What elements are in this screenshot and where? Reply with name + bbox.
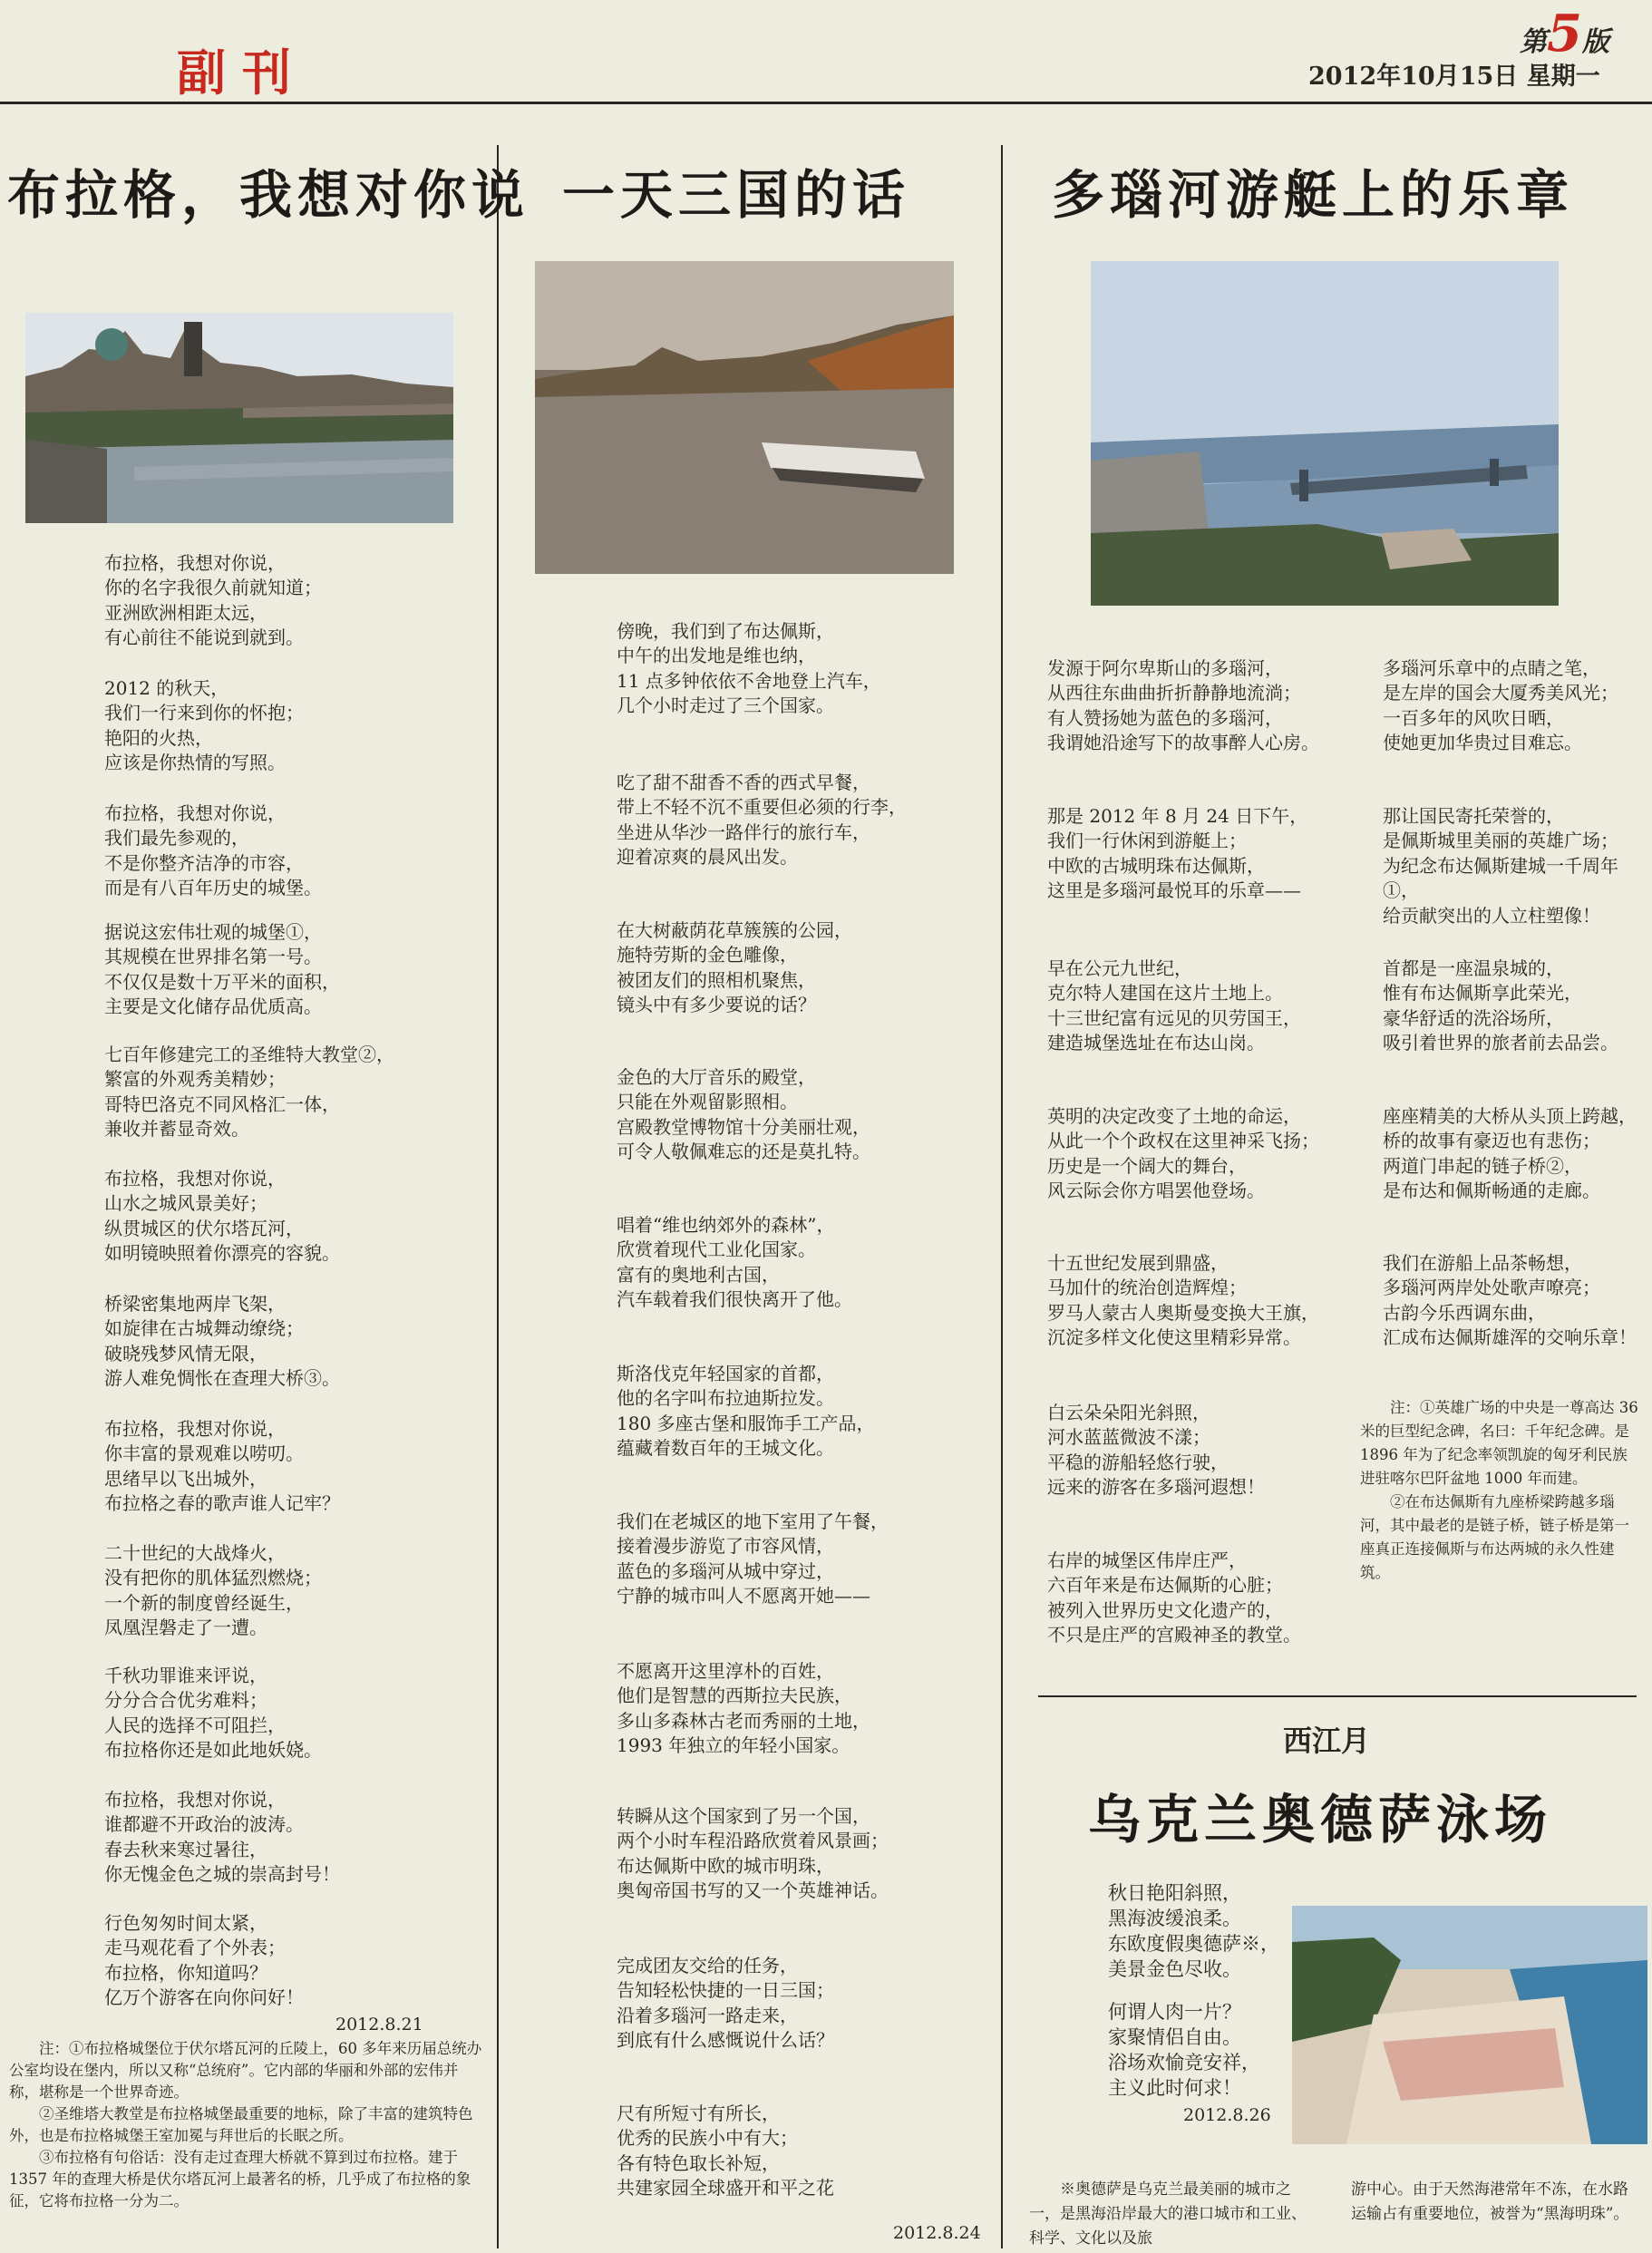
- notes-danube: [1360, 1396, 1641, 1585]
- note-odessa-right: 游中心。由于天然海港常年不冻，在水路运输占有重要地位，被誉为“黑海明珠”。: [1351, 2180, 1629, 2223]
- note-danube-2: ②在布达佩斯有九座桥梁跨越多瑙河，其中最老的是链子桥，链子桥是第一座真正连接佩斯与布达两城的永久性建筑。: [1360, 1493, 1629, 1581]
- poem-three-stanza-1: 傍晚，我们到了布达佩斯， 中午的出发地是维也纳， 11 点多钟依依不舍地登上汽车， 几个小时走过了三个国家。: [617, 620, 881, 717]
- page-prefix: 第: [1520, 26, 1547, 58]
- photo-prague: [25, 313, 453, 523]
- poem-danube-right-1: 多瑙河乐章中的点睛之笔， 是左岸的国会大厦秀美风光； 一百多年的风吹日晒， 使她更加华贵过目难忘。: [1383, 657, 1618, 754]
- article-title-danube: 多瑙河游艇上的乐章: [1052, 164, 1575, 226]
- poem-three-stanza-3: 在大树蔽荫花草簇簇的公园， 施特劳斯的金色雕像， 被团友们的照相机聚焦， 镜头中有多少要说的话？: [617, 919, 852, 1016]
- poem-three-stanza-6: 斯洛伐克年轻国家的首都， 他的名字叫布拉迪斯拉发。 180 多座古堡和服饰手工产品， 蕴藏着数百年的王城文化。: [617, 1363, 875, 1460]
- signature-prague: 2012.8.21: [335, 2015, 423, 2034]
- poem-danube-right-5: 我们在游船上品茶畅想， 多瑙河两岸处处歌声嘹亮； 古韵今乐西调东曲， 汇成布达佩斯雄浑的交响乐章！: [1383, 1252, 1637, 1349]
- page-number: [1520, 4, 1609, 63]
- poem-danube-right-2: 那让国民寄托荣誉的， 是佩斯城里美丽的英雄广场； 为纪念布达佩斯建城一千周年①， 给贡献突出的人立柱塑像！: [1383, 805, 1618, 927]
- photo-odessa-beach: [1292, 1906, 1647, 2144]
- note-odessa-left: ※奥德萨是乌克兰最美丽的城市之一，是黑海沿岸最大的港口城市和工业、科学、文化以及旅: [1029, 2180, 1307, 2248]
- poem-prague-stanza-4: 据说这宏伟壮观的城堡①， 其规模在世界排名第一号。 不仅仅是数十万平米的面积， 主要是文化储存品优质高。: [104, 921, 340, 1018]
- poem-subtitle: 西江月: [1283, 1724, 1371, 1758]
- poem-three-stanza-10: 完成团友交给的任务， 告知轻松快捷的一日三国； 沿着多瑙河一路走来， 到底有什么感慨说什么话？: [617, 1955, 834, 2052]
- page-suffix: 版: [1581, 26, 1609, 58]
- poem-prague-stanza-11: 布拉格，我想对你说， 谁都避不开政治的波涛。 春去秋来寒过暑往， 你无愧金色之城的崇高封号！: [104, 1789, 340, 1886]
- photo-danube-panorama: [1091, 261, 1559, 606]
- column-divider-2: [1001, 145, 1003, 2248]
- poem-prague-stanza-12: 行色匆匆时间太紧， 走马观花看了个外表； 布拉格，你知道吗？ 亿万个游客在向你问好！: [104, 1912, 304, 2009]
- article-title-three-countries: 一天三国的话: [562, 164, 911, 226]
- poem-danube-left-2: 那是 2012 年 8 月 24 日下午， 我们一行休闲到游艇上； 中欧的古城明珠布达佩斯， 这里是多瑙河最悦耳的乐章——: [1047, 805, 1308, 902]
- photo-budapest-river: [535, 261, 954, 574]
- note-danube-1: 注：①英雄广场的中央是一尊高达 36 米的巨型纪念碑，名曰：千年纪念碑。是 1896 年为了纪念率领凯旋的匈牙利民族进驻喀尔巴阡盆地 1000 年而建。: [1360, 1399, 1638, 1487]
- poem-danube-right-3: 首都是一座温泉城的， 惟有布达佩斯享此荣光， 豪华舒适的洗浴场所， 吸引着世界的旅者前去品尝。: [1383, 957, 1618, 1054]
- poem-prague-stanza-1: 布拉格，我想对你说， 你的名字我很久前就知道； 亚洲欧洲相距太远， 有心前往不能说到就到。: [104, 552, 322, 649]
- column-divider-1: [497, 145, 499, 2248]
- poem-prague-stanza-3: 布拉格，我想对你说， 我们最先参观的， 不是你整齐洁净的市容， 而是有八百年历史的城堡。: [104, 802, 322, 899]
- poem-three-stanza-9: 转瞬从这个国家到了另一个国， 两个小时车程沿路欣赏着风景画； 布达佩斯中欧的城市明珠， 奥匈帝国书写的又一个英雄神话。: [617, 1805, 889, 1902]
- poem-odessa-stanza-1: 秋日艳阳斜照， 黑海波缓浪柔。 东欧度假奥德萨※， 美景金色尽收。: [1108, 1882, 1279, 1980]
- poem-prague-stanza-7: 桥梁密集地两岸飞架， 如旋律在古城舞动缭绕； 破晓残梦风情无限， 游人难免惆怅在查理大桥③。: [104, 1293, 340, 1390]
- note-prague-2: ②圣维塔大教堂是布拉格城堡最重要的地标，除了丰富的建筑特色外，也是布拉格城堡王室加冕与拜世后的长眠之所。: [9, 2105, 473, 2144]
- poem-three-stanza-8: 不愿离开这里淳朴的百姓， 他们是智慧的西斯拉夫民族， 多山多森林古老而秀丽的土地， 1993 年独立的年轻小国家。: [617, 1660, 870, 1757]
- note-prague-3: ③布拉格有句俗话：没有走过查理大桥就不算到过布拉格。建于 1357 年的查理大桥是伏尔塔瓦河上最著名的桥，几乎成了布拉格的象征，它将布拉格一分为二。: [9, 2149, 471, 2209]
- poem-prague-stanza-10: 千秋功罪谁来评说， 分分合合优劣难料； 人民的选择不可阻拦， 布拉格你还是如此地妖娆。: [104, 1665, 322, 1762]
- signature-three-countries: 2012.8.24: [893, 2223, 981, 2243]
- poem-three-stanza-11: 尺有所短寸有所长， 优秀的民族小中有大； 各有特色取长补短， 共建家园全球盛开和平之花: [617, 2102, 834, 2200]
- section-divider: [1038, 1695, 1637, 1697]
- poem-danube-left-7: 右岸的城堡区伟岸庄严， 六百年来是布达佩斯的心脏； 被列入世界历史文化遗产的， 不只是庄严的宫殿神圣的教堂。: [1047, 1549, 1301, 1646]
- poem-danube-left-5: 十五世纪发展到鼎盛， 马加什的统治创造辉煌； 罗马人蒙古人奥斯曼变换大王旗， 沉淀多样文化使这里精彩异常。: [1047, 1252, 1319, 1349]
- issue-date: 2012年10月15日 星期一: [1308, 63, 1600, 91]
- page-number-value: 5: [1547, 4, 1582, 63]
- poem-three-stanza-5: 唱着“维也纳郊外的森林”， 欣赏着现代工业化国家。 富有的奥地利古国， 汽车载着我们很快离开了他。: [617, 1214, 852, 1311]
- poem-prague-stanza-8: 布拉格，我想对你说， 你丰富的景观难以唠叨。 思绪早以飞出城外， 布拉格之春的歌声谁人记牢？: [104, 1418, 340, 1515]
- poem-prague-stanza-2: 2012 的秋天， 我们一行来到你的怀抱； 艳阳的火热， 应该是你热情的写照。: [104, 677, 304, 774]
- poem-three-stanza-7: 我们在老城区的地下室用了午餐， 接着漫步游览了市容风情， 蓝色的多瑙河从城中穿过， 宁静的城市叫人不愿离开她——: [617, 1510, 889, 1607]
- signature-odessa: 2012.8.26: [1183, 2105, 1271, 2125]
- poem-danube-left-3: 早在公元九世纪， 克尔特人建国在这片土地上。 十三世纪富有远见的贝劳国王， 建造城堡选址在布达山岗。: [1047, 957, 1301, 1054]
- poem-prague-stanza-5: 七百年修建完工的圣维特大教堂②， 繁富的外观秀美精妙； 哥特巴洛克不同风格汇一体， 兼收并蓄显奇效。: [104, 1044, 394, 1141]
- poem-danube-left-4: 英明的决定改变了土地的命运， 从此一个个政权在这里神采飞扬； 历史是一个阔大的舞台， 风云际会你方唱罢他登场。: [1047, 1105, 1319, 1202]
- poem-prague-stanza-9: 二十世纪的大战烽火， 没有把你的肌体猛烈燃烧； 一个新的制度曾经诞生， 凤凰涅磐走了一遭。: [104, 1542, 322, 1639]
- article-title-odessa: 乌克兰奥德萨泳场: [1088, 1789, 1553, 1850]
- note-prague-1: 注：①布拉格城堡位于伏尔塔瓦河的丘陵上，60 多年来历届总统办公室均设在堡内，所以又称“总统府”。它内部的华丽和外部的宏伟并称，堪称是一个世界奇迹。: [9, 2040, 482, 2101]
- poem-danube-right-4: 座座精美的大桥从头顶上跨越， 桥的故事有豪迈也有悲伤； 两道门串起的链子桥②， 是布达和佩斯畅通的走廊。: [1383, 1105, 1637, 1202]
- poem-odessa-stanza-2: 何谓人肉一片？ 家聚情侣自由。 浴场欢愉竞安祥， 主义此时何求！: [1108, 2001, 1260, 2099]
- poem-three-stanza-4: 金色的大厅音乐的殿堂， 只能在外观留影照相。 宫殿教堂博物馆十分美丽壮观， 可令人敬佩难忘的还是莫扎特。: [617, 1066, 870, 1163]
- poem-three-stanza-2: 吃了甜不甜香不香的西式早餐， 带上不轻不沉不重要但必须的行李， 坐进从华沙一路伴行的旅行车， 迎着凉爽的晨风出发。: [617, 772, 907, 869]
- header-divider: [0, 102, 1652, 104]
- poem-danube-left-6: 白云朵朵阳光斜照， 河水蓝蓝微波不漾； 平稳的游船轻悠行驶， 远来的游客在多瑙河遐想！: [1047, 1402, 1265, 1499]
- poem-danube-left-1: 发源于阿尔卑斯山的多瑙河， 从西往东曲曲折折静静地流淌； 有人赞扬她为蓝色的多瑙河， 我谓她沿途写下的故事醉人心房。: [1047, 657, 1319, 754]
- section-title: 副刊: [177, 44, 307, 102]
- article-title-prague: 布拉格，我想对你说: [7, 164, 530, 226]
- notes-prague: [9, 2038, 485, 2212]
- poem-prague-stanza-6: 布拉格，我想对你说， 山水之城风景美好； 纵贯城区的伏尔塔瓦河， 如明镜映照着你漂亮的容貌。: [104, 1168, 340, 1265]
